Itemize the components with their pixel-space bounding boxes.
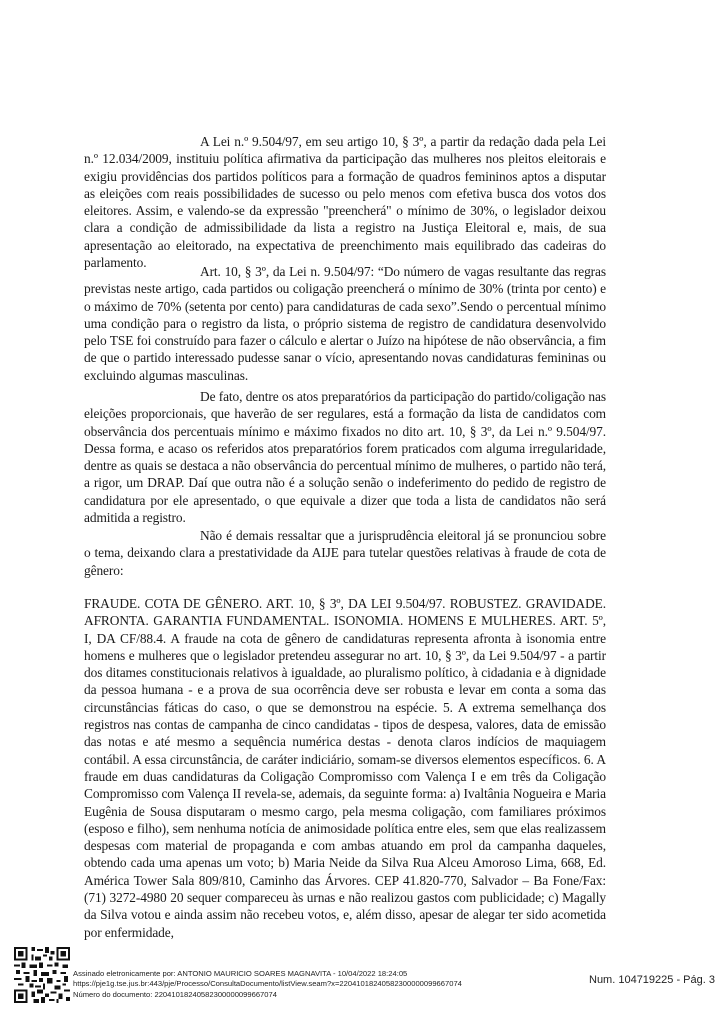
paragraph-text: Art. 10, § 3º, da Lei n. 9.504/97: “Do número de vagas resultante das regras previstas neste artigo, cada partidos ou coligação preencherá o mínimo de 30% (trinta por cento) e o máximo de 70% (setenta por cento) para candidaturas de cada sexo”.Sendo o percentual mínimo uma condição para o registro da lista, o próprio sistema de registro de candidatura desenvolvido pelo TSE foi construído para fazer o cálculo e alertar o Juízo na hipótese de não observância, a fim de que o partido interessado pudesse sanar o vício, apresentando novas candidaturas femininas ou excluindo algumas masculinas. <box>84 264 606 383</box>
paragraph-3 <box>84 388 606 526</box>
signature-block <box>73 969 462 1000</box>
quote-text: FRAUDE. COTA DE GÊNERO. ART. 10, § 3º, DA LEI 9.504/97. ROBUSTEZ. GRAVIDADE. AFRONTA. GARANTIA FUNDAMENTAL. ISONOMIA. HOMENS E MULHERES. ART. 5º, I, DA CF/88.4. A fraude na cota de gênero de candidaturas representa afronta à isonomia entre homens e mulheres que o legislador pretendeu assegurar no art. 10, § 3º, da Lei 9.504/97 - a partir dos ditames constitucionais relativos à igualdade, ao pluralismo político, à cidadania e à dignidade da pessoa humana - e a prova de sua ocorrência deve ser robusta e levar em conta a soma das circunstâncias fáticas do caso, o que se demonstrou na espécie. 5. A extrema semelhança dos registros nas contas de campanha de cinco candidatas - tipos de despesa, valores, data de emissão das notas e até mesmo a sequência numérica destas - denota claros indícios de maquiagem contábil. A essa circunstância, de caráter indiciário, somam-se diversos elementos específicos. 6. A fraude em duas candidaturas da Coligação Compromisso com Valença I e em três da Coligação Compromisso com Valença II revela-se, ademais, da seguinte forma: a) Ivaltânia Nogueira e Maria Eugênia de Sousa disputaram o mesmo cargo, pela mesma coligação, com familiares próximos (esposo e filho), sem nenhuma notícia de animosidade política entre eles, sem que elas realizassem despesas com material de propaganda e com ambas atuando em prol da campanha daqueles, obtendo cada uma apenas um voto; b) Maria Neide da Silva Rua Alceu Amoroso Lima, 668, Ed. América Tower Sala 809/810, Caminho das Árvores. CEP 41.820-770, Salvador – Ba Fone/Fax: (71) 3272-4980 20 sequer compareceu às urnas e não realizou gastos com publicidade; c) Magally da Silva votou e ainda assim não recebeu votos, e, além disso, apesar de alegar ter sido acometida por enfermidade, <box>84 596 606 940</box>
paragraph-text: A Lei n.º 9.504/97, em seu artigo 10, § 3º, a partir da redação dada pela Lei n.º 12.034/2009, instituiu política afirmativa da participação das mulheres nos pleitos eleitorais e exigiu providências dos partidos políticos para a formação de quadros femininos aptos a disputar as eleições com reais possibilidades de sucesso ou pelo menos com efetiva busca dos votos dos eleitores. Assim, e valendo-se da expressão "preencherá" o mínimo de 30%, o legislador deixou clara a condição de admissibilidade da lista a registro na Justiça Eleitoral e, mais, de sua apresentação ao eleitorado, na expectativa de preenchimento mais equilibrado das cadeiras do parlamento. <box>84 134 606 271</box>
page-number: Num. 104719225 - Pág. 3 <box>589 974 715 986</box>
signed-by-text: Assinado eletronicamente por: ANTONIO MAURICIO SOARES MAGNAVITA - 10/04/2022 18:24:05 <box>73 969 408 978</box>
qr-code-icon[interactable] <box>14 947 70 1003</box>
paragraph-2 <box>84 263 606 384</box>
paragraph-text: Não é demais ressaltar que a jurisprudência eleitoral já se pronunciou sobre o tema, deixando clara a prestatividade da AIJE para tutelar questões relativas à fraude de cota de gênero: <box>84 528 606 578</box>
paragraph-1 <box>84 133 606 271</box>
paragraph-4 <box>84 527 606 579</box>
document-url-link[interactable]: https://pje1g.tse.jus.br:443/pje/Processo/ConsultaDocumento/listView.seam?x=22041018240582300000099667074 <box>73 979 462 989</box>
document-number-text: Número do documento: 22041018240582300000099667074 <box>73 989 277 999</box>
paragraph-text: De fato, dentre os atos preparatórios da participação do partido/coligação nas eleições proporcionais, que haverão de ser regulares, está a formação da lista de candidatos com observância dos percentuais mínimo e máximo fixados no dito art. 10, § 3º, da Lei n.º 9.504/97. Dessa forma, e acaso os referidos atos preparatórios forem praticados com alguma irregularidade, dentre as quais se destaca a não observância do percentual mínimo de mulheres, o partido não terá, a rigor, um DRAP. Daí que outra não é a solução senão o indeferimento do pedido de registro de candidatura por ele apresentado, o que equivale a dizer que toda a lista de candidatos não será admitida a registro. <box>84 389 606 526</box>
signature-footer <box>0 940 719 1013</box>
jurisprudence-quote <box>84 595 606 941</box>
